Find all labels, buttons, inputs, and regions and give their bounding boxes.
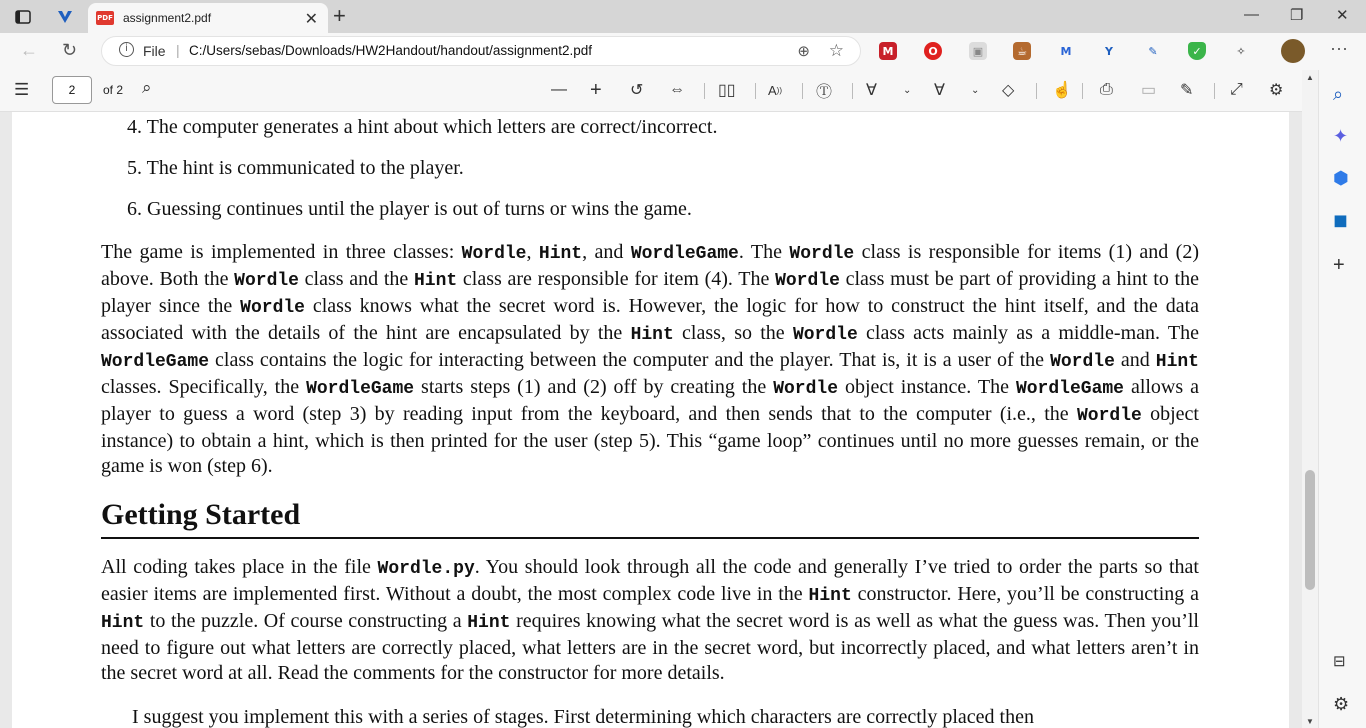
- code-identifier: Hint: [413, 271, 458, 291]
- shopping-icon[interactable]: ⬢: [1333, 168, 1349, 188]
- avatar[interactable]: [1281, 39, 1305, 63]
- toolbar-divider: [852, 83, 853, 99]
- close-tab-icon[interactable]: ✕: [304, 11, 318, 28]
- edge-sidebar: [1318, 70, 1366, 728]
- title-bar: [0, 0, 1366, 33]
- add-sidebar-app-icon[interactable]: +: [1333, 254, 1345, 276]
- code-identifier: WordleGame: [630, 244, 739, 264]
- list-item: 4. The computer generates a hint about which letters are correct/incorrect.: [127, 116, 718, 138]
- add-favorite-icon[interactable]: ☆: [828, 41, 844, 60]
- copilot-icon[interactable]: ✦: [1333, 126, 1349, 146]
- save-as-icon[interactable]: ✎: [1180, 82, 1194, 99]
- sidebar-settings-gear-icon[interactable]: ⚙: [1333, 694, 1350, 714]
- scroll-up-icon[interactable]: ▲: [1306, 73, 1314, 82]
- code-identifier: Wordle: [461, 244, 527, 264]
- fullscreen-icon[interactable]: ⤢: [1230, 81, 1243, 98]
- pen-icon[interactable]: ✎: [1148, 44, 1158, 58]
- info-icon[interactable]: i: [119, 42, 134, 57]
- fit-width-icon[interactable]: ⇔: [669, 81, 685, 98]
- rotate-icon[interactable]: ↺: [630, 82, 644, 99]
- section-heading: Getting Started: [101, 498, 301, 531]
- settings-gear-icon[interactable]: ⚙: [1269, 82, 1284, 99]
- highlight-icon[interactable]: ∀: [934, 82, 945, 99]
- address-row: [0, 33, 1366, 70]
- code-identifier: Wordle: [234, 271, 299, 291]
- read-aloud-icon[interactable]: A )): [768, 82, 782, 98]
- mcafee-icon[interactable]: M: [879, 42, 897, 60]
- close-window-icon[interactable]: ✕: [1336, 7, 1349, 24]
- heading-rule: [101, 537, 1199, 539]
- extensions-puzzle-icon[interactable]: ✧: [1236, 44, 1246, 58]
- code-identifier: Wordle: [1050, 352, 1115, 372]
- pdf-icon: PDF: [96, 11, 114, 25]
- tab-title: assignment2.pdf: [123, 11, 212, 25]
- highlight-options-chevron-icon[interactable]: ⌄: [971, 84, 980, 96]
- print-icon[interactable]: ⎙: [1100, 81, 1113, 98]
- code-identifier: WordleGame: [101, 352, 210, 372]
- shield-check-icon[interactable]: ✓: [1188, 42, 1206, 60]
- toolbar-divider: [755, 83, 756, 99]
- tab-assignment2[interactable]: [88, 3, 328, 33]
- vertical-scrollbar[interactable]: [1302, 70, 1318, 728]
- toolbar-divider: [1036, 83, 1037, 99]
- outlook-icon[interactable]: ◼: [1333, 210, 1348, 230]
- page-number-input[interactable]: 2: [52, 76, 92, 104]
- zoom-icon[interactable]: ⊕: [797, 43, 810, 60]
- address-separator: |: [176, 42, 180, 58]
- paragraph-getting-started: All coding takes place in the file Wordle.py. You should look through all the code and generally I’ve tried to order the parts so that easier items are implemented first. Without a doubt, the most complex code live in the Hint constructor. Here, you’ll be constructing a Hint to the puzzle. Of course constructing a Hint requires knowing what the secret word is as well as what the guess was. Then you’ll need to figure out what letters are correctly placed, what letters are in the secret word, but incorrectly placed, and what letters aren’t in the secret word at all. Read the comments for the constructor for more details.: [101, 556, 1199, 684]
- opera-icon[interactable]: O: [924, 42, 942, 60]
- list-item: 5. The hint is communicated to the player.: [127, 157, 464, 179]
- scheme-label: File: [143, 43, 166, 59]
- code-identifier: Wordle: [789, 244, 855, 264]
- text-box-icon[interactable]: Ⓣ: [816, 83, 833, 101]
- toolbar-divider: [1214, 83, 1215, 99]
- erase-icon[interactable]: ◇: [1002, 82, 1015, 99]
- code-identifier: WordleGame: [1015, 379, 1124, 399]
- extension-shield-icon[interactable]: [52, 4, 78, 30]
- zoom-in-icon[interactable]: +: [590, 78, 602, 101]
- more-menu-icon[interactable]: ···: [1330, 38, 1348, 58]
- minimize-icon[interactable]: —: [1244, 6, 1259, 23]
- toolbar-divider: [704, 83, 705, 99]
- code-identifier: Hint: [538, 244, 583, 264]
- draw-options-chevron-icon[interactable]: ⌄: [903, 84, 912, 96]
- vpn-icon[interactable]: Y: [1105, 44, 1113, 58]
- pdf-viewport[interactable]: [0, 112, 1302, 728]
- workspaces-icon[interactable]: [10, 4, 36, 30]
- scrollbar-thumb[interactable]: [1305, 470, 1315, 590]
- code-identifier: Wordle.py: [377, 559, 475, 579]
- toolbar-divider: [802, 83, 803, 99]
- code-identifier: Hint: [808, 586, 852, 606]
- address-bar[interactable]: [101, 36, 861, 66]
- code-identifier: Wordle: [1077, 406, 1142, 426]
- paragraph-suggestion: I suggest you implement this with a series of stages. First determining which characters are correctly placed then: [132, 706, 1034, 728]
- code-identifier: Wordle: [240, 298, 305, 318]
- new-tab-button[interactable]: +: [333, 3, 346, 28]
- scroll-down-icon[interactable]: ▼: [1306, 717, 1314, 726]
- pdf-toolbar: [0, 70, 1318, 112]
- code-identifier: Hint: [101, 613, 145, 633]
- code-identifier: Hint: [467, 613, 511, 633]
- code-identifier: Wordle: [773, 379, 838, 399]
- malwarebytes-icon[interactable]: M: [1060, 44, 1072, 58]
- search-icon[interactable]: ⌕: [1333, 84, 1344, 104]
- search-icon[interactable]: ⌕: [142, 78, 152, 97]
- coffee-icon[interactable]: ☕: [1013, 42, 1031, 60]
- code-identifier: Hint: [630, 325, 674, 345]
- page-total: of 2: [103, 83, 124, 97]
- pdf-page: [12, 112, 1289, 728]
- zoom-out-icon[interactable]: —: [551, 81, 567, 98]
- code-identifier: Wordle: [792, 325, 858, 345]
- toolbar-divider: [1082, 83, 1083, 99]
- code-identifier: WordleGame: [306, 379, 415, 399]
- code-identifier: Wordle: [775, 271, 840, 291]
- back-icon[interactable]: ←: [20, 40, 38, 60]
- url-text[interactable]: C:/Users/sebas/Downloads/HW2Handout/handout/assignment2.pdf: [189, 43, 592, 58]
- extension-box-icon[interactable]: ▣: [969, 42, 987, 60]
- paragraph-classes: The game is implemented in three classes: Wordle, Hint, and WordleGame. The Wordle class is responsible for items (1) and (2) above. Both the Wordle class and the Hint class are responsible for item (4). The Wordle class must be part of providing a hint to the player since the Wordle class knows what the secret word is. However, the logic for how to construct the hint itself, and the data associated with the details of the hint are encapsulated by the Hint class, so the Wordle class acts mainly as a middle-man. The WordleGame class contains the logic for interacting between the computer and the player. That is, it is a user of the Wordle and Hint classes. Specifically, the WordleGame starts steps (1) and (2) off by creating the Wordle object instance. The WordleGame allows a player to guess a word (step 3) by reading input from the keyboard, and then sends that to the computer (i.e., the Wordle object instance) to obtain a hint, which is then printed for the user (step 5). This “game loop” continues until no more guesses remain, or the game is won (step 6).: [101, 241, 1200, 477]
- draw-icon[interactable]: ∀: [866, 82, 877, 99]
- refresh-icon[interactable]: ↻: [62, 40, 78, 60]
- page-view-icon[interactable]: ▯▯: [718, 82, 736, 99]
- list-item: 6. Guessing continues until the player is out of turns or wins the game.: [127, 198, 692, 220]
- restore-icon[interactable]: ❐: [1290, 7, 1304, 24]
- hide-sidebar-icon[interactable]: ⊟: [1333, 653, 1346, 670]
- code-identifier: Hint: [1155, 352, 1199, 372]
- touch-icon[interactable]: ☝: [1052, 82, 1072, 99]
- table-of-contents-icon[interactable]: ☰: [14, 80, 30, 99]
- save-icon[interactable]: ▭: [1141, 82, 1157, 99]
